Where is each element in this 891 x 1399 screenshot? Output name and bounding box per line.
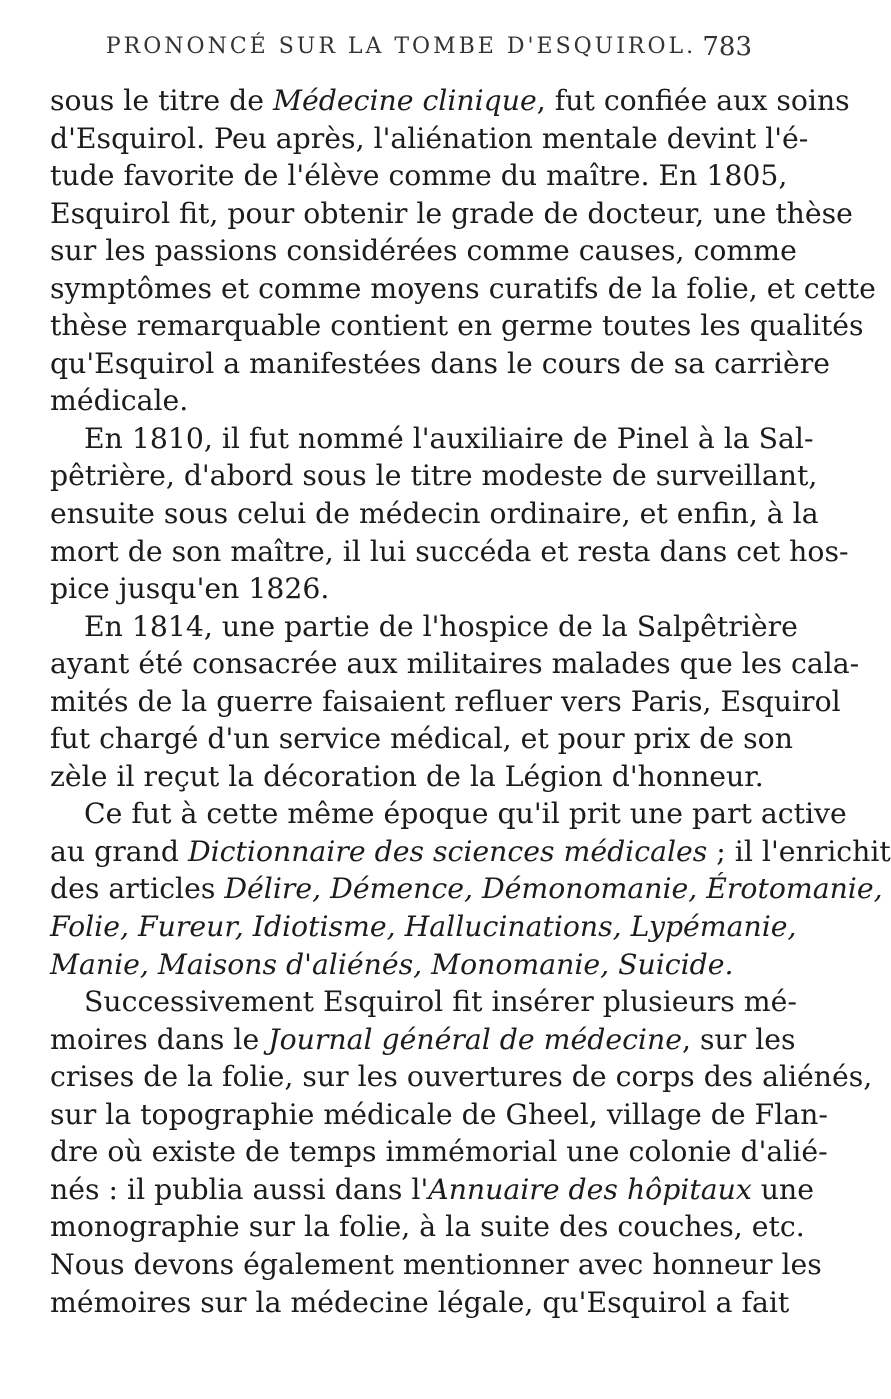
text-segment: des articles (50, 872, 225, 906)
text-segment: Successivement Esquirol fit insérer plusieurs mé- (84, 985, 797, 1019)
text-segment: thèse remarquable contient en germe toutes les qualités (50, 309, 864, 343)
text-line (50, 570, 752, 608)
text-line (50, 345, 831, 383)
text-segment: En 1810, il fut nommé l'auxiliaire de Pinel à la Sal- (84, 421, 814, 455)
text-line (50, 870, 883, 908)
text-line (50, 908, 797, 946)
text-segment: , fut confiée aux soins (536, 84, 850, 117)
text-line (50, 1246, 822, 1284)
text-line (50, 1096, 828, 1134)
text-segment: symptômes et comme moyens curatifs de la folie, et cette (50, 271, 876, 305)
text-line (50, 645, 860, 683)
text-line (50, 495, 819, 533)
text-segment: pêtrière, d'abord sous le titre modeste de surveillant, (50, 459, 818, 493)
text-line (50, 795, 847, 833)
text-line (50, 946, 752, 984)
italic-segment: Dictionnaire des sciences médicales (187, 834, 708, 868)
text-segment: moires dans le (50, 1022, 269, 1056)
text-segment: zèle il reçut la décoration de la Légion d'honneur. (50, 759, 764, 793)
text-segment: crises de la folie, sur les ouvertures de corps des aliénés, (50, 1060, 873, 1094)
text-line (50, 608, 798, 646)
text-line (50, 1021, 796, 1059)
text-line (50, 983, 797, 1021)
page-number: 783 (702, 32, 752, 62)
text-line (50, 720, 793, 758)
text-segment: sous le titre de (50, 84, 274, 117)
text-segment: nés : il publia aussi dans l' (50, 1172, 429, 1206)
text-line (50, 683, 841, 721)
text-segment: médicale. (50, 384, 189, 418)
text-line (50, 120, 809, 158)
text-segment: mort de son maître, il lui succéda et resta dans cet hos- (50, 534, 849, 568)
text-segment: , sur les (681, 1022, 796, 1056)
italic-segment: Journal général de médecine (268, 1022, 682, 1056)
text-segment: une (751, 1172, 814, 1206)
text-line (50, 382, 752, 420)
text-segment: ensuite sous celui de médecin ordinaire, et enfin, à la (50, 497, 819, 531)
text-line (50, 232, 797, 270)
text-line (50, 1171, 814, 1209)
italic-segment: Délire, Démence, Démonomanie, Érotomanie, (224, 872, 883, 906)
text-segment: d'Esquirol. Peu après, l'aliénation mentale devint l'é- (50, 121, 809, 155)
text-segment: ayant été consacrée aux militaires malades que les cala- (50, 647, 860, 681)
text-segment: pice jusqu'en 1826. (50, 572, 330, 606)
text-segment: Nous devons également mentionner avec honneur les (50, 1247, 822, 1281)
text-segment: au grand (50, 834, 188, 868)
italic-segment: Annuaire des hôpitaux (428, 1172, 752, 1206)
text-line (50, 457, 818, 495)
text-line (50, 758, 764, 796)
text-segment: mités de la guerre faisaient refluer vers Paris, Esquirol (50, 684, 841, 718)
text-line (50, 1284, 790, 1322)
text-line (50, 420, 814, 458)
text-line (50, 1133, 828, 1171)
text-segment: sur la topographie médicale de Gheel, village de Flan- (50, 1097, 828, 1131)
text-line (50, 833, 891, 871)
text-line (50, 82, 850, 120)
text-line (50, 270, 876, 308)
text-segment: En 1814, une partie de l'hospice de la Salpêtrière (84, 609, 798, 643)
text-line (50, 307, 864, 345)
text-segment: dre où existe de temps immémorial une colonie d'alié- (50, 1135, 828, 1169)
text-line (50, 533, 849, 571)
body-text (50, 82, 891, 1321)
text-segment: ; il l'enrichit (707, 834, 891, 868)
text-segment: Esquirol fit, pour obtenir le grade de docteur, une thèse (50, 196, 853, 230)
book-page (0, 32, 891, 1399)
text-line (50, 1058, 873, 1096)
text-segment: monographie sur la folie, à la suite des couches, etc. (50, 1210, 805, 1244)
text-line (50, 1208, 805, 1246)
page-header (50, 34, 752, 76)
text-segment: fut chargé d'un service médical, et pour prix de son (50, 722, 793, 756)
italic-segment: Médecine clinique (273, 84, 537, 117)
text-segment: mémoires sur la médecine légale, qu'Esquirol a fait (50, 1285, 790, 1319)
text-segment: Ce fut à cette même époque qu'il prit une part active (84, 797, 847, 831)
italic-segment: Manie, Maisons d'aliénés, Monomanie, Suicide. (50, 947, 734, 981)
text-segment: tude favorite de l'élève comme du maître. En 1805, (50, 159, 788, 193)
text-segment: sur les passions considérées comme causes, comme (50, 234, 797, 268)
text-line (50, 195, 853, 233)
text-segment: qu'Esquirol a manifestées dans le cours de sa carrière (50, 346, 831, 380)
text-line (50, 157, 788, 195)
italic-segment: Folie, Fureur, Idiotisme, Hallucinations, Lypémanie, (50, 910, 797, 944)
running-head: PRONONCÉ SUR LA TOMBE D'ESQUIROL. (105, 34, 697, 59)
